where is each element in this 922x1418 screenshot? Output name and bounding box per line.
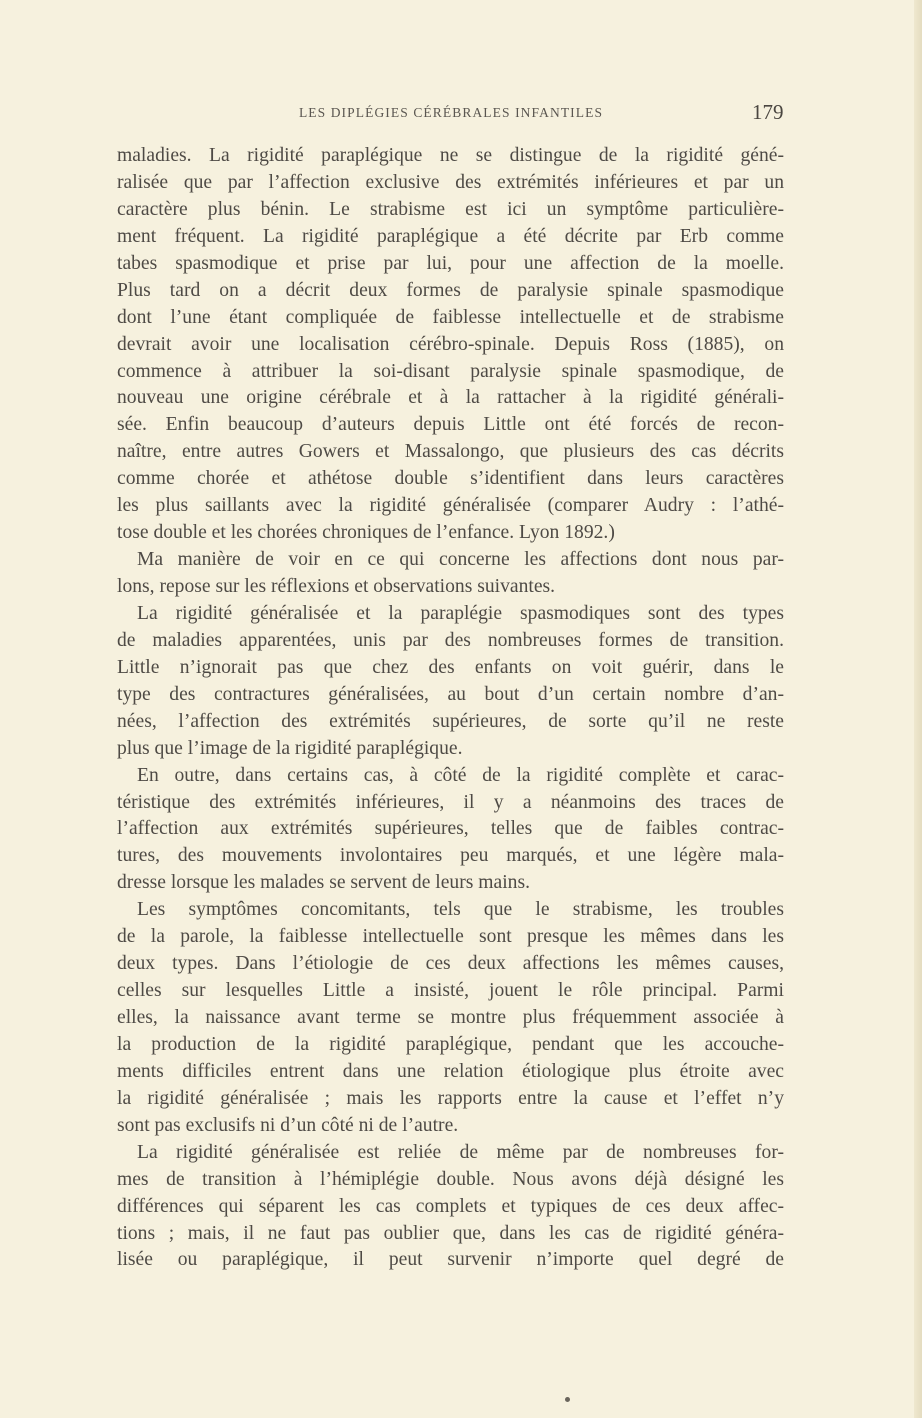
text-line: téristique des extrémités inférieures, il y a néanmoins des traces de — [117, 791, 784, 813]
text-line: caractère plus bénin. Le strabisme est ici un symptôme particulière- — [117, 198, 784, 220]
text-line: La rigidité généralisée est reliée de même par de nombreuses for- — [137, 1141, 784, 1163]
text-line: tions ; mais, il ne faut pas oublier que, dans les cas de rigidité généra- — [117, 1222, 784, 1244]
text-line: sont pas exclusifs ni d’un côté ni de l’autre. — [117, 1114, 459, 1136]
text-line: devrait avoir une localisation cérébro-spinale. Depuis Ross (1885), on — [117, 333, 784, 355]
text-line: La rigidité généralisée et la paraplégie spasmodiques sont des types — [137, 602, 784, 624]
text-line: nées, l’affection des extrémités supérieures, de sorte qu’il ne reste — [117, 710, 784, 732]
text-line: plus que l’image de la rigidité paraplégique. — [117, 737, 463, 759]
text-line: ment fréquent. La rigidité paraplégique a été décrite par Erb comme — [117, 225, 784, 247]
text-line: les plus saillants avec la rigidité généralisée (comparer Audry : l’athé- — [117, 495, 784, 517]
text-line: Little n’ignorait pas que chez des enfants on voit guérir, dans le — [117, 656, 784, 678]
text-line: l’affection aux extrémités supérieures, telles que de faibles contrac- — [117, 818, 784, 840]
text-line: tures, des mouvements involontaires peu marqués, et une légère mala- — [117, 845, 784, 867]
text-line: tose double et les chorées chroniques de l’enfance. Lyon 1892.) — [117, 522, 615, 544]
page-edge — [914, 0, 922, 1418]
text-line: comme chorée et athétose double s’identifient dans leurs caractères — [117, 468, 784, 490]
page-number: 179 — [752, 100, 784, 124]
text-line: celles sur lesquelles Little a insisté, jouent le rôle principal. Parmi — [117, 980, 784, 1002]
text-line: mes de transition à l’hémiplégie double. Nous avons déjà désigné les — [117, 1168, 784, 1190]
text-line: type des contractures généralisées, au bout d’un certain nombre d’an- — [117, 683, 784, 705]
text-line: ments difficiles entrent dans une relation étiologique plus étroite avec — [117, 1060, 784, 1082]
text-line: En outre, dans certains cas, à côté de la rigidité complète et carac- — [137, 764, 784, 786]
text-line: deux types. Dans l’étiologie de ces deux affections les mêmes causes, — [117, 953, 784, 975]
text-line: dont l’une étant compliquée de faiblesse intellectuelle et de strabisme — [117, 306, 784, 328]
text-line: de la parole, la faiblesse intellectuelle sont presque les mêmes dans les — [117, 926, 784, 948]
text-line: Ma manière de voir en ce qui concerne les affections dont nous par- — [137, 549, 784, 571]
text-line: elles, la naissance avant terme se montre plus fréquemment associée à — [117, 1007, 784, 1028]
ink-speck — [565, 1397, 570, 1402]
text-line: tabes spasmodique et prise par lui, pour une affection de la moelle. — [117, 252, 784, 274]
text-line: ralisée que par l’affection exclusive des extrémités inférieures et par un — [117, 171, 784, 193]
body-text — [117, 143, 784, 1274]
text-line: naître, entre autres Gowers et Massalongo, que plusieurs des cas décrits — [117, 441, 784, 463]
text-line: sée. Enfin beaucoup d’auteurs depuis Little ont été forcés de recon- — [117, 414, 784, 436]
text-line: la rigidité généralisée ; mais les rapports entre la cause et l’effet n’y — [117, 1087, 784, 1109]
text-line: de maladies apparentées, unis par des nombreuses formes de transition. — [117, 629, 784, 651]
text-line: Les symptômes concomitants, tels que le strabisme, les troubles — [137, 899, 784, 921]
running-head: LES DIPLÉGIES CÉRÉBRALES INFANTILES — [298, 105, 604, 120]
text-line: Plus tard on a décrit deux formes de paralysie spinale spasmodique — [117, 279, 784, 301]
text-line: maladies. La rigidité paraplégique ne se distingue de la rigidité géné- — [117, 145, 784, 166]
text-line: lisée ou paraplégique, il peut survenir n’importe quel degré de — [117, 1249, 784, 1271]
text-line: nouveau une origine cérébrale et à la rattacher à la rigidité générali- — [117, 387, 784, 409]
text-line: différences qui séparent les cas complets et typiques de ces deux affec- — [117, 1195, 784, 1217]
text-line: lons, repose sur les réflexions et observations suivantes. — [117, 576, 556, 597]
text-line: la production de la rigidité paraplégique, pendant que les accouche- — [117, 1033, 784, 1055]
text-line: dresse lorsque les malades se servent de leurs mains. — [117, 872, 530, 894]
text-line: commence à attribuer la soi-disant paralysie spinale spasmodique, de — [117, 360, 784, 382]
